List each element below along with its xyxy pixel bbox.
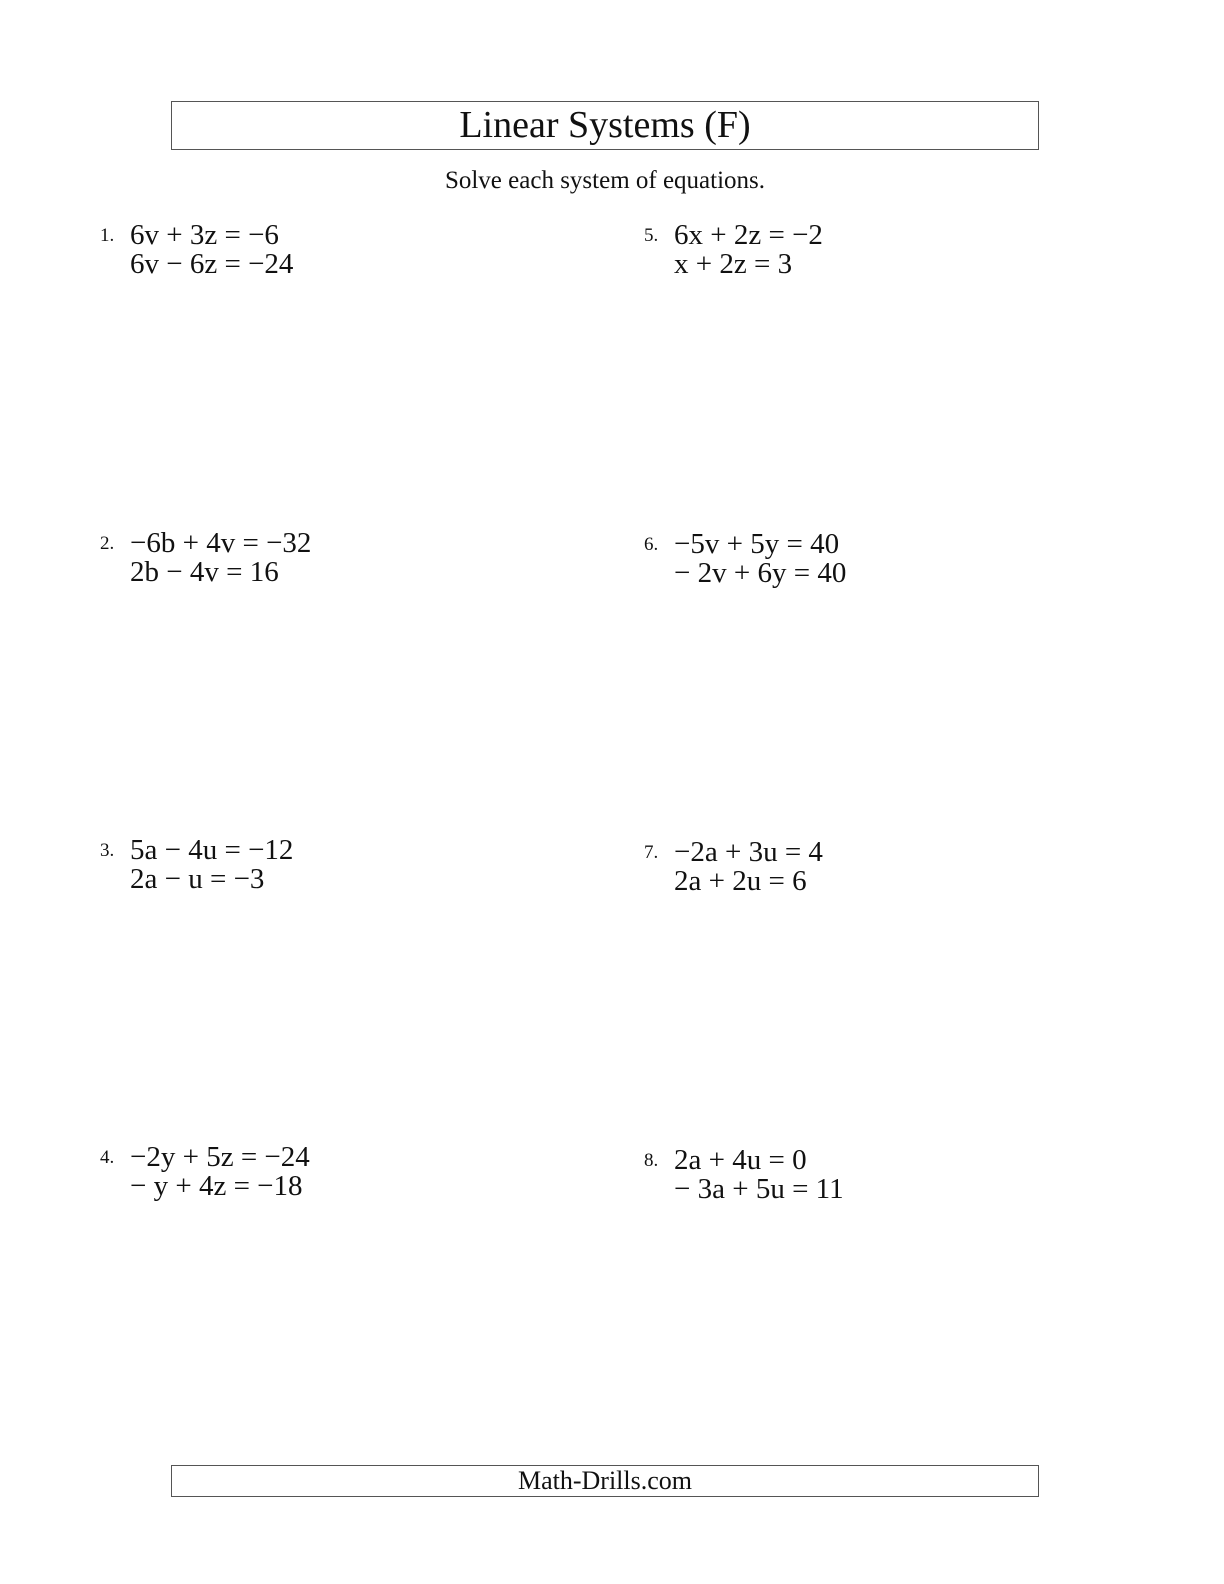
problem-3 xyxy=(100,835,500,905)
problem-1 xyxy=(100,220,500,290)
equation-2: − 2v + 6y = 40 xyxy=(674,557,847,589)
equation-2: 2a + 2u = 6 xyxy=(674,865,807,897)
footer-link[interactable]: Math-Drills.com xyxy=(171,1465,1039,1497)
equation-1: −2a + 3u = 4 xyxy=(674,836,823,868)
equation-1: 2a + 4u = 0 xyxy=(674,1144,807,1176)
problem-number: 3. xyxy=(100,840,115,861)
equation-1: 6x + 2z = −2 xyxy=(674,219,823,251)
equation-1: −5v + 5y = 40 xyxy=(674,528,840,560)
equation-1: 5a − 4u = −12 xyxy=(130,834,294,866)
equation-2: 2b − 4v = 16 xyxy=(130,556,279,588)
equation-1: −2y + 5z = −24 xyxy=(130,1141,310,1173)
problem-number: 2. xyxy=(100,533,115,554)
instructions: Solve each system of equations. xyxy=(444,167,766,194)
problem-4 xyxy=(100,1142,500,1212)
problem-6 xyxy=(644,529,1044,599)
problem-number: 4. xyxy=(100,1147,115,1168)
equation-2: 6v − 6z = −24 xyxy=(130,248,294,280)
problem-2 xyxy=(100,528,500,598)
problem-number: 7. xyxy=(644,842,659,863)
problem-8 xyxy=(644,1145,1044,1215)
equation-2: 2a − u = −3 xyxy=(130,863,265,895)
problem-7 xyxy=(644,837,1044,907)
problem-number: 5. xyxy=(644,225,659,246)
equation-2: x + 2z = 3 xyxy=(674,248,793,280)
worksheet-title: Linear Systems (F) xyxy=(171,101,1039,150)
problem-number: 6. xyxy=(644,534,659,555)
equation-2: − 3a + 5u = 11 xyxy=(674,1173,844,1205)
problem-number: 8. xyxy=(644,1150,659,1171)
equation-1: −6b + 4v = −32 xyxy=(130,527,312,559)
problem-5 xyxy=(644,220,1044,290)
equation-2: − y + 4z = −18 xyxy=(130,1170,303,1202)
problem-number: 1. xyxy=(100,225,115,246)
equation-1: 6v + 3z = −6 xyxy=(130,219,279,251)
